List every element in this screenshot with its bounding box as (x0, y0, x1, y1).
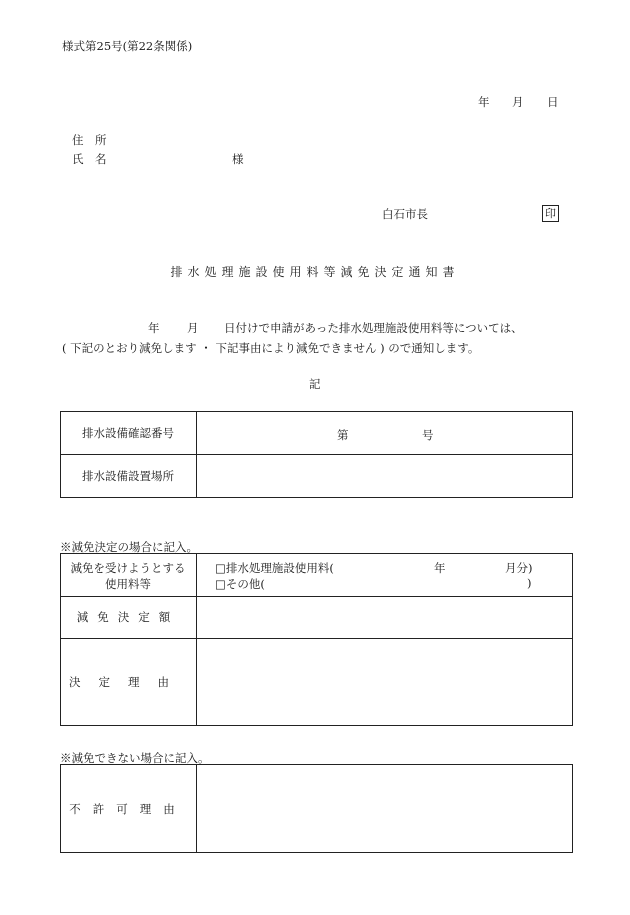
body-line2: ( 下記のとおり減免します ・ 下記事由により減免できません ) ので通知します。 (62, 341, 480, 355)
option-other[interactable] (215, 576, 265, 592)
decision-reason-label: 決定理由 (69, 675, 187, 689)
checkbox-icon: □ (215, 561, 226, 575)
issuer-name: 白石市長 (382, 207, 428, 221)
fee-subject-label-line1: 減免を受けようとする (70, 561, 186, 575)
option-sewage-fee-label: 排水処理施設使用料( (225, 561, 334, 575)
reduction-amount-label: 減免決定額 (76, 610, 180, 624)
body-month: 月 (187, 321, 199, 335)
form-number: 様式第25号(第22条関係) (62, 39, 193, 53)
address-label: 住 所 (72, 133, 107, 147)
body-year: 年 (148, 321, 160, 335)
seal-mark: 印 (542, 205, 559, 222)
honorific: 様 (232, 152, 244, 166)
date-day: 日 (547, 95, 559, 109)
table-column-divider (196, 553, 197, 726)
confirmation-number-label: 排水設備確認番号 (82, 425, 174, 440)
date-month: 月 (512, 95, 524, 109)
option-year: 年 (434, 561, 446, 575)
option-month: 月分) (505, 561, 533, 575)
option-other-label: その他( (225, 577, 265, 591)
fee-subject-label-line2: 使用料等 (105, 577, 151, 591)
checkbox-icon: □ (215, 577, 226, 591)
rejection-reason-label: 不許可理由 (69, 801, 187, 816)
body-line1: 日付けで申請があった排水処理施設使用料等については、 (224, 321, 523, 335)
option-sewage-fee[interactable] (215, 560, 334, 576)
installation-location-label: 排水設備設置場所 (82, 469, 174, 483)
table-column-divider (196, 411, 197, 498)
ki-mark: 記 (309, 377, 321, 391)
confirmation-number-suffix: 号 (422, 428, 434, 442)
approval-note: ※減免決定の場合に記入。 (60, 540, 198, 554)
table-column-divider (196, 764, 197, 853)
option-other-close: ) (527, 576, 532, 590)
document-title: 排水処理施設使用料等減免決定通知書 (170, 265, 460, 279)
name-label: 氏 名 (72, 152, 107, 166)
date-year: 年 (478, 95, 490, 109)
rejection-note: ※減免できない場合に記入。 (60, 751, 210, 765)
confirmation-number-prefix: 第 (337, 428, 349, 442)
